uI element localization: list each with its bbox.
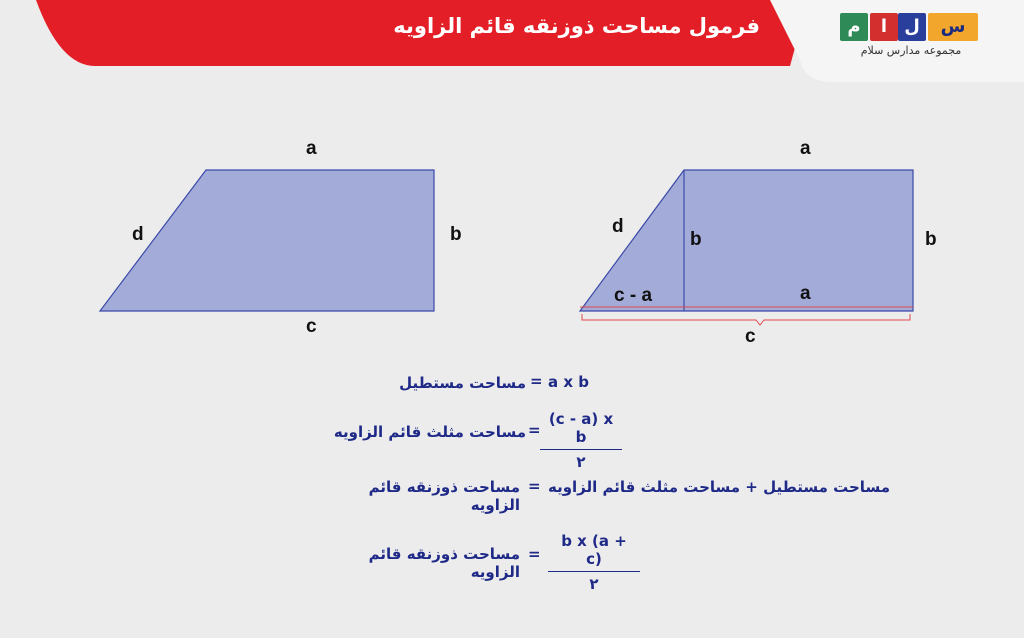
rect-equals: = <box>530 372 543 390</box>
final-fraction <box>548 532 640 593</box>
right-label-c: c <box>745 326 756 347</box>
right-label-d: d <box>612 216 624 237</box>
rect-area-label: مساحت مستطیل <box>399 374 526 392</box>
final-area-label: مساحت ذوزنقه قائم الزاویه <box>368 545 520 581</box>
logo-letter-2: ا <box>870 13 898 41</box>
triangle-fraction <box>540 410 622 471</box>
logo-letter-1: م <box>840 13 868 41</box>
sum-equals: = <box>528 477 541 495</box>
triangle-equals: = <box>528 421 541 439</box>
triangle-numerator: (c - a) x b <box>548 410 614 446</box>
right-label-c-minus-a: c - a <box>614 285 653 306</box>
right-label-a: a <box>800 138 811 159</box>
logo-letter-3: ل <box>898 13 926 41</box>
final-equals: = <box>528 545 541 563</box>
triangle-area-label: مساحت مثلث قائم الزاویه <box>333 423 526 441</box>
final-numerator: b x (a + c) <box>561 532 627 568</box>
left-label-d: d <box>132 224 144 245</box>
left-label-a: a <box>306 138 317 159</box>
right-label-b: b <box>925 229 937 250</box>
left-trapezoid <box>100 170 434 311</box>
right-label-base-a: a <box>800 283 811 304</box>
left-label-c: c <box>306 316 317 337</box>
final-denominator: ۲ <box>589 575 599 593</box>
trapezoid-sum-formula: مساحت مستطیل + مساحت مثلث قائم الزاویه <box>547 478 890 496</box>
page-title: فرمول مساحت ذوزنقه قائم الزاویه <box>393 14 760 38</box>
right-label-inner-b: b <box>690 229 702 250</box>
rect-formula: a x b <box>548 373 589 391</box>
c-brace <box>582 314 910 325</box>
logo-subtitle: مجموعه مدارس سلام <box>860 44 962 57</box>
triangle-denominator: ۲ <box>576 453 586 471</box>
trapezoid-sum-label: مساحت ذوزنقه قائم الزاویه <box>368 478 520 514</box>
logo-letter-4: س <box>928 13 978 41</box>
left-label-b: b <box>450 224 462 245</box>
